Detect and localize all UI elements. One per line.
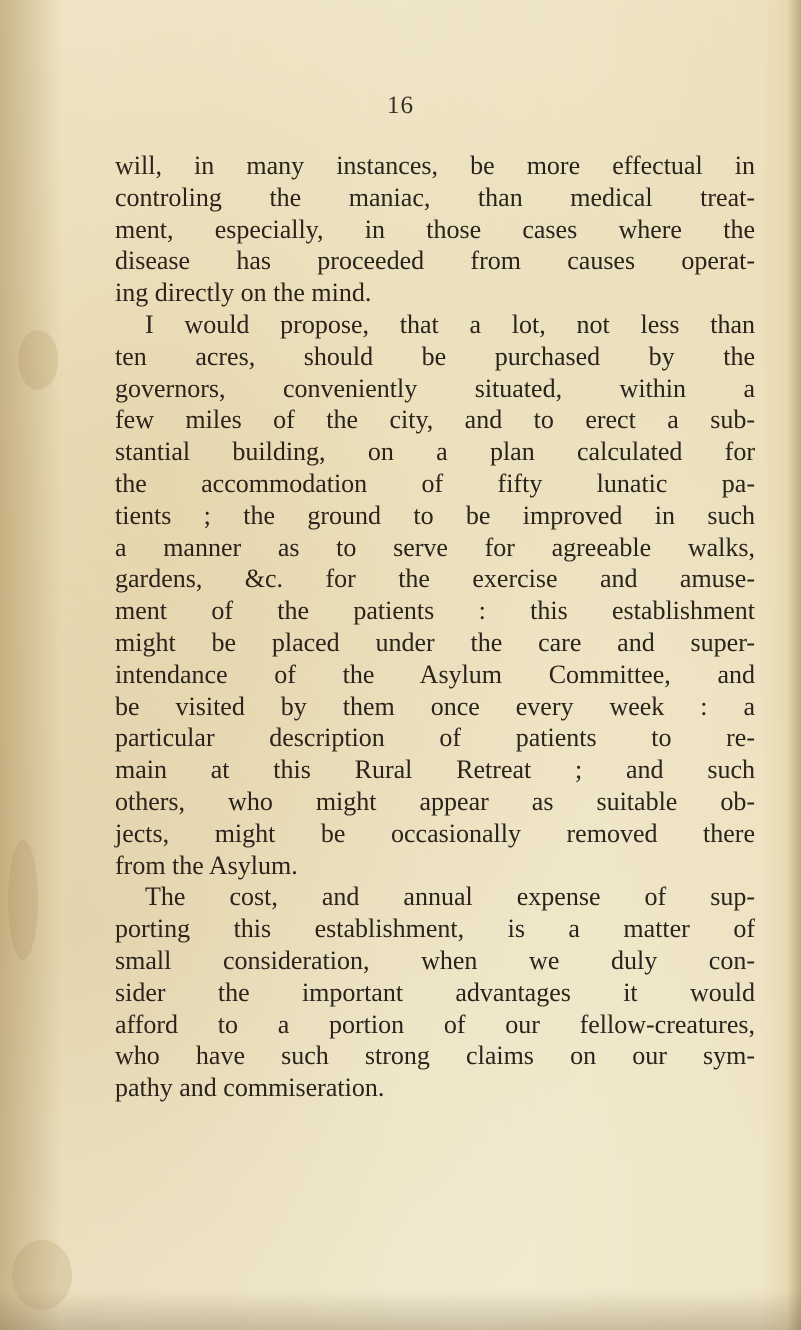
text-line: few miles of the city, and to erect a sub- — [115, 405, 755, 435]
text-line: from the Asylum. — [115, 850, 298, 880]
paper-stain — [18, 330, 58, 390]
text-line: ten acres, should be purchased by the — [115, 341, 755, 371]
text-line: controling the maniac, than medical treat- — [115, 182, 755, 212]
text-line: will, in many instances, be more effectual in — [115, 151, 755, 180]
text-line: ing directly on the mind. — [115, 278, 372, 308]
text-line: sider the important advantages it would — [115, 977, 755, 1007]
text-line: The cost, and annual expense of sup- — [145, 882, 755, 912]
text-line: main at this Rural Retreat ; and such — [115, 755, 755, 785]
text-line: who have such strong claims on our sym- — [115, 1041, 755, 1071]
paper-stain — [12, 1240, 72, 1310]
page-edge-bottom — [0, 1290, 801, 1330]
text-line: the accommodation of fifty lunatic pa- — [115, 468, 755, 498]
text-line: jects, might be occasionally removed there — [115, 818, 755, 848]
text-line: gardens, &c. for the exercise and amuse- — [115, 564, 755, 594]
paper-stain — [8, 840, 38, 960]
text-line: might be placed under the care and super- — [115, 627, 755, 657]
text-line: a manner as to serve for agreeable walks, — [115, 532, 755, 562]
text-line: afford to a portion of our fellow-creatures, — [115, 1009, 755, 1039]
text-line: I would propose, that a lot, not less than — [145, 309, 755, 339]
text-line: ment, especially, in those cases where the — [115, 214, 755, 244]
text-line: small consideration, when we duly con- — [115, 945, 755, 975]
text-line: tients ; the ground to be improved in such — [115, 500, 755, 530]
gutter-shadow — [0, 0, 60, 1330]
text-line: be visited by them once every week : a — [115, 691, 755, 721]
page-edge-right — [787, 0, 801, 1330]
text-line: stantial building, on a plan calculated for — [115, 437, 755, 467]
text-line: particular description of patients to re- — [115, 723, 755, 753]
text-line: disease has proceeded from causes operat- — [115, 246, 755, 276]
text-line: others, who might appear as suitable ob- — [115, 786, 755, 816]
text-line: pathy and commiseration. — [115, 1073, 385, 1103]
text-line: ment of the patients : this establishment — [115, 596, 755, 626]
body-text — [115, 150, 755, 1104]
text-line: porting this establishment, is a matter of — [115, 914, 755, 944]
text-line: governors, conveniently situated, within a — [115, 373, 755, 403]
page-number: 16 — [387, 92, 414, 119]
text-line: intendance of the Asylum Committee, and — [115, 659, 755, 689]
